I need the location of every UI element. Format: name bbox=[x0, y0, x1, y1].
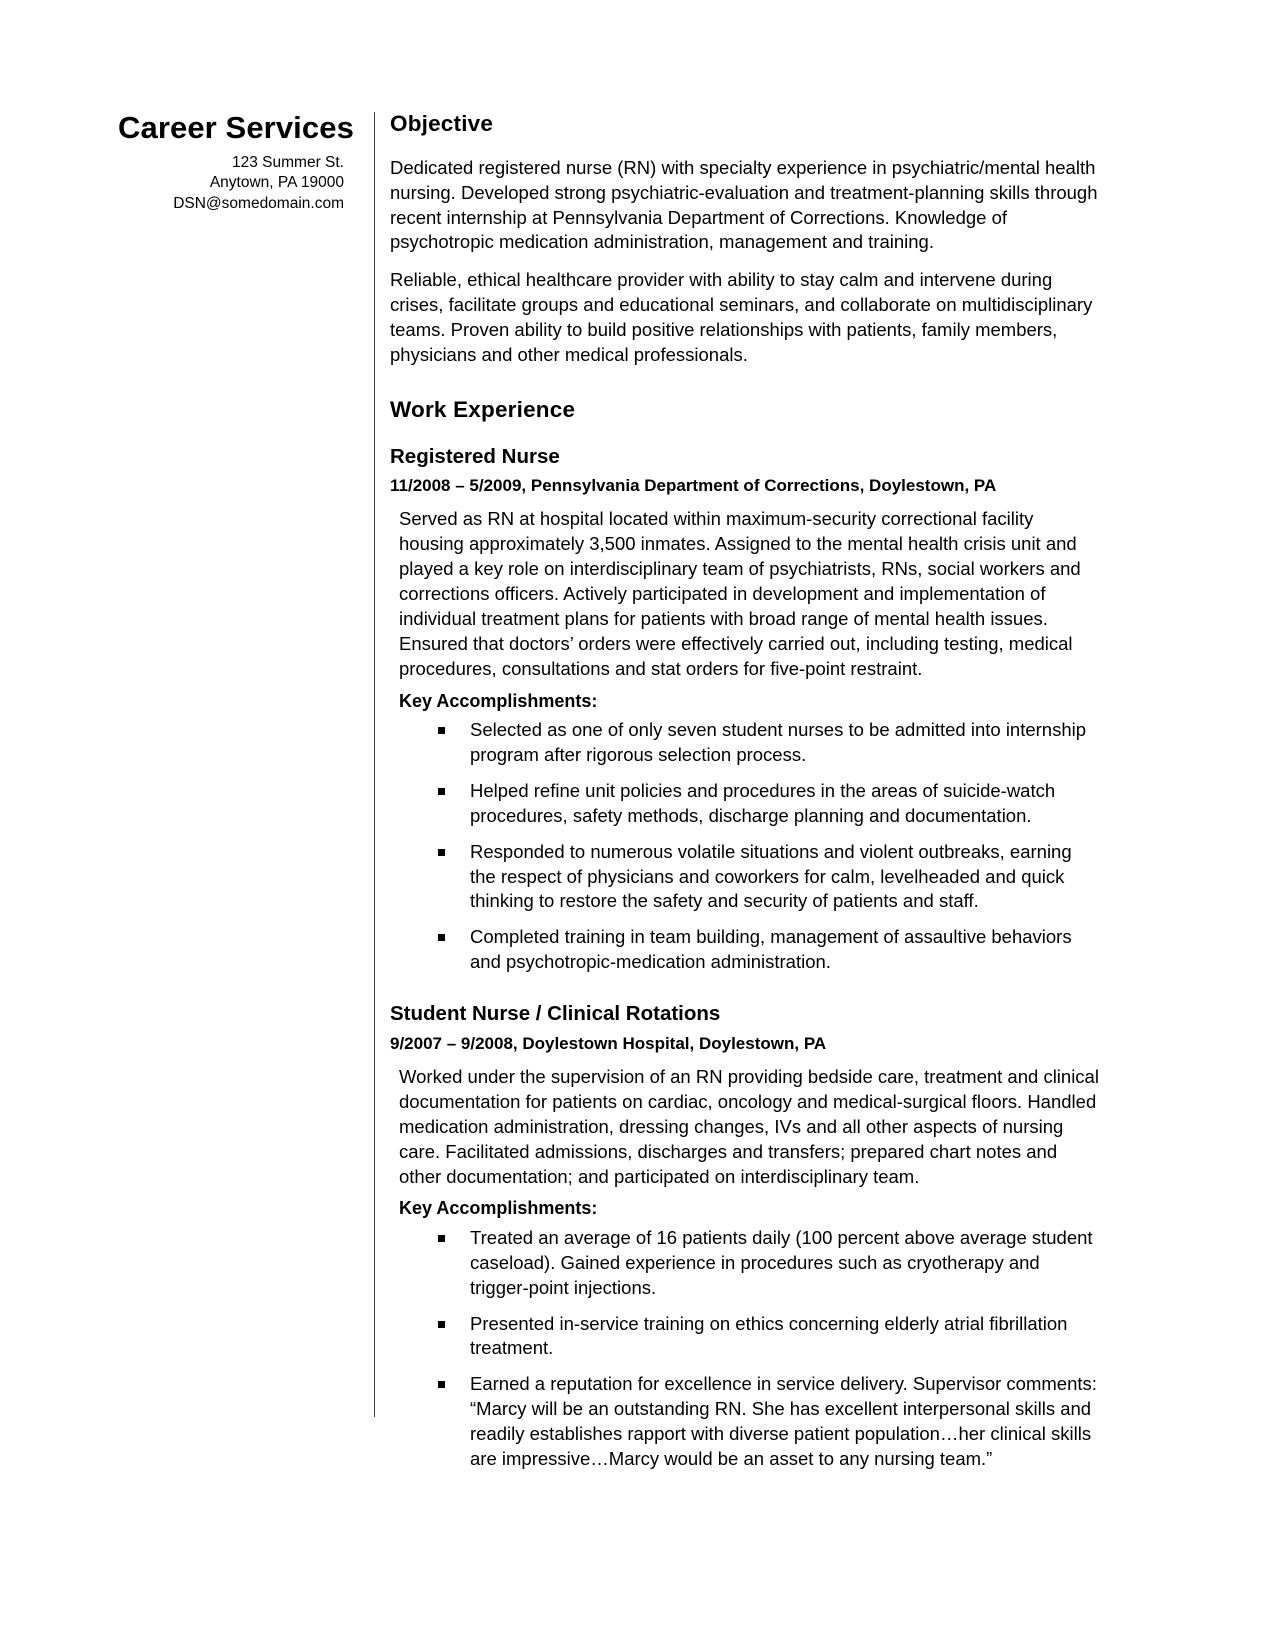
square-bullet-icon bbox=[438, 1321, 445, 1328]
square-bullet-icon bbox=[438, 1235, 445, 1242]
accomplishments-list bbox=[390, 718, 1100, 975]
list-item bbox=[438, 718, 1100, 768]
objective-paragraph: Reliable, ethical healthcare provider with ability to stay calm and intervene during crises, facilitate groups and educational seminars, and collaborate on multidisciplinary teams. Proven ability to build positive relationships with patients, family members, physicians and other medical professionals. bbox=[390, 269, 1093, 365]
square-bullet-icon bbox=[438, 788, 445, 795]
job-title: Registered Nurse bbox=[390, 444, 560, 468]
job-description: Served as RN at hospital located within maximum-security correctional facility housing approximately 3,500 inmates. Assigned to the mental health crisis unit and played a key role on interdisciplinary team of psychiatrists, RNs, social workers and corrections officers. Actively participated in development and implementation of individual treatment plans for patients with broad range of mental health issues. Ensured that doctors’ orders were effectively carried out, including testing, medical procedures, consultations and stat orders for five-point restraint. bbox=[399, 508, 1081, 679]
resume-content-column bbox=[366, 112, 1100, 1650]
accomplishments-label: Key Accomplishments: bbox=[399, 690, 598, 711]
address-line-1: 123 Summer St. bbox=[232, 153, 344, 171]
square-bullet-icon bbox=[438, 727, 445, 734]
work-experience-heading: Work Experience bbox=[390, 396, 576, 422]
list-item bbox=[438, 925, 1100, 975]
list-item-text: Presented in-service training on ethics concerning elderly atrial fibrillation treatment. bbox=[470, 1312, 1068, 1359]
job-dates-employer: 11/2008 – 5/2009, Pennsylvania Department of Corrections, Doylestown, PA bbox=[390, 476, 997, 496]
list-item-text: Treated an average of 16 patients daily (100 percent above average student caseload). Gained experience in procedures such as cryotherapy and trigger-point injections. bbox=[470, 1226, 1093, 1298]
objective-paragraph: Dedicated registered nurse (RN) with specialty experience in psychiatric/mental health nursing. Developed strong psychiatric-evaluation and treatment-planning skills through recent internship at Pennsylvania Department of Corrections. Knowledge of psychotropic medication administration, management and training. bbox=[390, 156, 1098, 253]
letterhead-column bbox=[118, 112, 366, 1650]
list-item-text: Helped refine unit policies and procedures in the areas of suicide-watch procedures, safety methods, discharge planning and documentation. bbox=[470, 779, 1056, 826]
work-experience-section bbox=[390, 398, 1100, 1472]
list-item bbox=[438, 1226, 1100, 1301]
job-title: Student Nurse / Clinical Rotations bbox=[390, 1002, 721, 1026]
list-item-text: Completed training in team building, management of assaultive behaviors and psychotropic-medication administration. bbox=[470, 926, 1072, 973]
square-bullet-icon bbox=[438, 849, 445, 856]
square-bullet-icon bbox=[438, 934, 445, 941]
list-item-text: Responded to numerous volatile situations and violent outbreaks, earning the respect of physicians and coworkers for calm, levelheaded and quick thinking to restore the safety and security of patients and staff. bbox=[470, 840, 1072, 912]
square-bullet-icon bbox=[438, 1381, 445, 1388]
email-address: DSN@somedomain.com bbox=[173, 195, 344, 213]
accomplishments-list bbox=[390, 1226, 1100, 1472]
list-item bbox=[438, 840, 1100, 915]
objective-heading: Objective bbox=[390, 111, 494, 136]
objective-section bbox=[390, 112, 1100, 368]
accomplishments-label: Key Accomplishments: bbox=[399, 1198, 598, 1219]
job-entry bbox=[390, 1002, 1100, 1472]
list-item bbox=[438, 1372, 1100, 1472]
list-item bbox=[438, 1312, 1100, 1362]
vertical-divider bbox=[374, 112, 375, 1417]
list-item-text: Earned a reputation for excellence in service delivery. Supervisor comments: “Marcy will be an outstanding RN. She has excellent interpersonal skills and readily establishes rapport with diverse patient population…her clinical skills are impressive…Marcy would be an asset to any nursing team.” bbox=[470, 1373, 1097, 1469]
address-line-2: Anytown, PA 19000 bbox=[209, 174, 344, 192]
job-entry bbox=[390, 445, 1100, 976]
job-dates-employer: 9/2007 – 9/2008, Doylestown Hospital, Doylestown, PA bbox=[390, 1033, 827, 1053]
list-item bbox=[438, 779, 1100, 829]
organization-name: Career Services bbox=[118, 110, 354, 145]
list-item-text: Selected as one of only seven student nurses to be admitted into internship program after rigorous selection process. bbox=[470, 719, 1087, 766]
job-description: Worked under the supervision of an RN providing bedside care, treatment and clinical documentation for patients on cardiac, oncology and medical-surgical floors. Handled medication administration, dressing changes, IVs and all other aspects of nursing care. Facilitated admissions, discharges and transfers; prepared chart notes and other documentation; and participated on interdisciplinary team. bbox=[399, 1066, 1099, 1187]
